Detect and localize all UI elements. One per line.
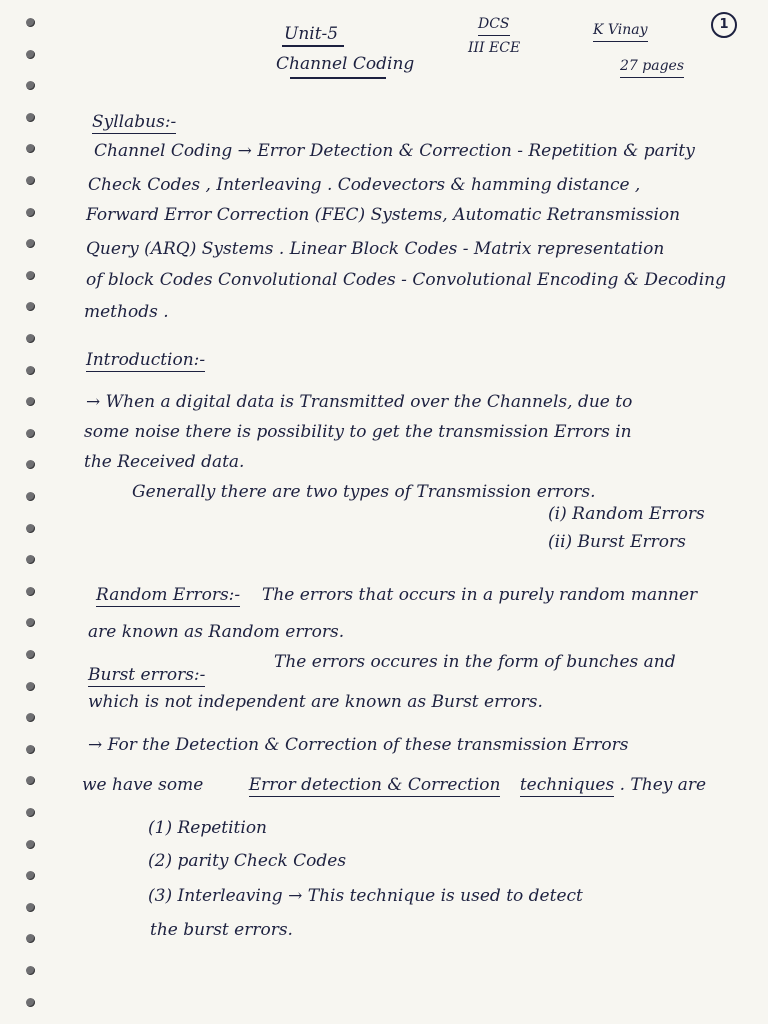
binding-hole (26, 650, 35, 659)
page-count: 27 pages (620, 56, 684, 78)
techniques-link: techniques (519, 775, 615, 795)
binding-hole (26, 713, 35, 722)
binding-hole (26, 144, 35, 153)
binding-hole (26, 460, 35, 469)
syllabus-line: Channel Coding → Error Detection & Correction - Repetition & parity (94, 141, 695, 161)
title-underline (290, 77, 386, 79)
binding-hole (26, 239, 35, 248)
techniques-line: → For the Detection & Correction of these transmission Errors (88, 735, 629, 755)
technique-item: (2) parity Check Codes (148, 851, 347, 871)
binding-hole (26, 934, 35, 943)
intro-line: Generally there are two types of Transmission errors. (132, 482, 596, 502)
intro-line: some noise there is possibility to get the transmission Errors in (84, 422, 632, 442)
technique-detail: the burst errors. (150, 920, 293, 940)
binding-hole (26, 966, 35, 975)
binding-hole (26, 618, 35, 627)
introduction-heading: Introduction:- (86, 350, 206, 370)
intro-line: → When a digital data is Transmitted over the Channels, due to (86, 392, 633, 412)
page-title: Channel Coding (276, 54, 415, 74)
binding-hole (26, 745, 35, 754)
binding-hole (26, 903, 35, 912)
unit-underline (282, 45, 344, 47)
syllabus-line: of block Codes Convolutional Codes - Convolutional Encoding & Decoding (86, 270, 726, 290)
spiral-binding (0, 0, 60, 1024)
binding-hole (26, 808, 35, 817)
syllabus-heading: Syllabus:- (92, 112, 177, 132)
burst-errors-label: Burst errors:- (88, 665, 206, 685)
technique-item: (3) Interleaving → This technique is used to detect (148, 886, 583, 906)
techniques-prefix: we have some (82, 775, 204, 795)
random-errors-text: The errors that occurs in a purely random manner (262, 585, 698, 605)
binding-hole (26, 397, 35, 406)
binding-hole (26, 50, 35, 59)
random-errors-label: Random Errors:- (96, 585, 241, 605)
binding-hole (26, 524, 35, 533)
binding-hole (26, 302, 35, 311)
burst-errors-text: which is not independent are known as Burst errors. (88, 692, 543, 712)
binding-hole (26, 113, 35, 122)
author-name: K Vinay (593, 20, 648, 42)
page-number: 1 (711, 12, 737, 38)
binding-hole (26, 429, 35, 438)
binding-hole (26, 840, 35, 849)
error-type-item: (i) Random Errors (548, 504, 705, 524)
unit-label: Unit-5 (284, 24, 339, 44)
syllabus-line: Forward Error Correction (FEC) Systems, Automatic Retransmission (86, 205, 681, 225)
binding-hole (26, 555, 35, 564)
error-type-item: (ii) Burst Errors (548, 532, 686, 552)
binding-hole (26, 81, 35, 90)
intro-line: the Received data. (84, 452, 245, 472)
subject-label: DCS (478, 14, 510, 36)
binding-hole (26, 871, 35, 880)
binding-hole (26, 366, 35, 375)
binding-hole (26, 208, 35, 217)
syllabus-line: methods . (84, 302, 169, 322)
techniques-suffix: . They are (619, 775, 707, 795)
syllabus-line: Query (ARQ) Systems . Linear Block Codes - Matrix representation (86, 239, 665, 259)
techniques-link: Error detection & Correction (248, 775, 501, 795)
class-label: III ECE (468, 40, 521, 56)
binding-hole (26, 176, 35, 185)
binding-hole (26, 492, 35, 501)
random-errors-text: are known as Random errors. (88, 622, 345, 642)
binding-hole (26, 682, 35, 691)
syllabus-line: Check Codes , Interleaving . Codevectors & hamming distance , (88, 175, 641, 195)
binding-hole (26, 334, 35, 343)
binding-hole (26, 271, 35, 280)
techniques-line (82, 775, 706, 795)
binding-hole (26, 18, 35, 27)
technique-item: (1) Repetition (148, 818, 268, 838)
burst-errors-text: The errors occures in the form of bunches and (274, 652, 676, 672)
binding-hole (26, 998, 35, 1007)
binding-hole (26, 587, 35, 596)
binding-hole (26, 776, 35, 785)
